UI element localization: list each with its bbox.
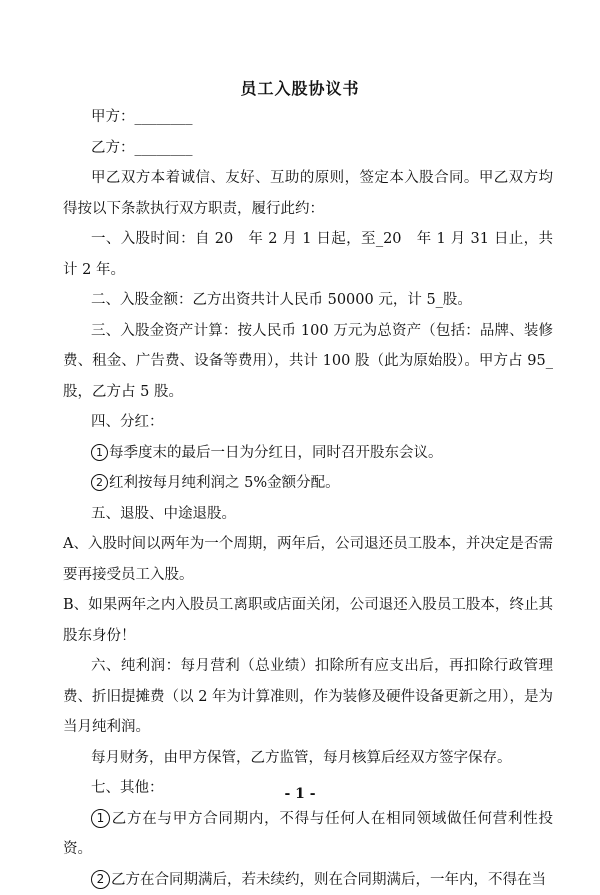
clause-7-item-1 <box>63 804 553 865</box>
clause-2-amount: 二、入股金额：乙方出资共计人民币 50000 元，计 5_股。 <box>63 285 553 316</box>
circled-number-2-icon: 2 <box>91 474 108 491</box>
clause-4-item-2-text: 红利按每月纯利润之 5%金额分配。 <box>109 475 340 491</box>
document-title: 员工入股协议书 <box>0 76 600 99</box>
party-a-line: 甲方：________ <box>63 102 553 133</box>
clause-5-item-a: A、入股时间以两年为一个周期，两年后，公司退还员工股本，并决定是否需要再接受员工入股。 <box>63 529 553 590</box>
clause-3-assets: 三、入股金资产计算：按人民币 100 万元为总资产（包括：品牌、装修费、租金、广告费、设备等费用），共计 100 股（此为原始股）。甲方占 95_股，乙方占 5 股。 <box>63 316 553 408</box>
clause-4-item-1 <box>63 438 553 469</box>
circled-number-1-icon: 1 <box>91 809 110 828</box>
document-body <box>63 102 553 895</box>
clause-6-finance: 每月财务，由甲方保管，乙方监管，每月核算后经双方签字保存。 <box>63 743 553 774</box>
circled-number-1-icon: 1 <box>91 444 108 461</box>
clause-5-item-b: B、如果两年之内入股员工离职或店面关闭，公司退还入股员工股本，终止其股东身份！ <box>63 590 553 651</box>
clause-6-net-profit: 六、纯利润：每月营利（总业绩）扣除所有应支出后，再扣除行政管理费、折旧提摊费（以 2 年为计算准则，作为装修及硬件设备更新之用），是为当月纯利润。 <box>63 651 553 743</box>
clause-7-item-2-text: 乙方在合同期满后，若未续约，则在合同期满后，一年内，不得在当 <box>111 872 546 888</box>
circled-number-2-icon: 2 <box>91 870 110 889</box>
clause-5-heading: 五、退股、中途退股。 <box>63 499 553 530</box>
clause-7-heading: 七、其他： <box>63 773 553 804</box>
party-b-line: 乙方：________ <box>63 133 553 164</box>
clause-4-item-2 <box>63 468 553 499</box>
clause-1-term: 一、入股时间：自 20 年 2 月 1 日起，至_20 年 1 月 31 日止，共计 2 年。 <box>63 224 553 285</box>
clause-7-item-2 <box>63 865 553 895</box>
page-number: - 1 - <box>0 786 600 802</box>
clause-4-heading: 四、分红： <box>63 407 553 438</box>
intro-paragraph: 甲乙双方本着诚信、友好、互助的原则，签定本入股合同。甲乙双方均得按以下条款执行双方职责，履行此约： <box>63 163 553 224</box>
clause-7-item-1-text: 乙方在与甲方合同期内，不得与任何人在相同领域做任何营利性投资。 <box>63 811 553 858</box>
clause-4-item-1-text: 每季度末的最后一日为分红日，同时召开股东会议。 <box>109 445 443 461</box>
